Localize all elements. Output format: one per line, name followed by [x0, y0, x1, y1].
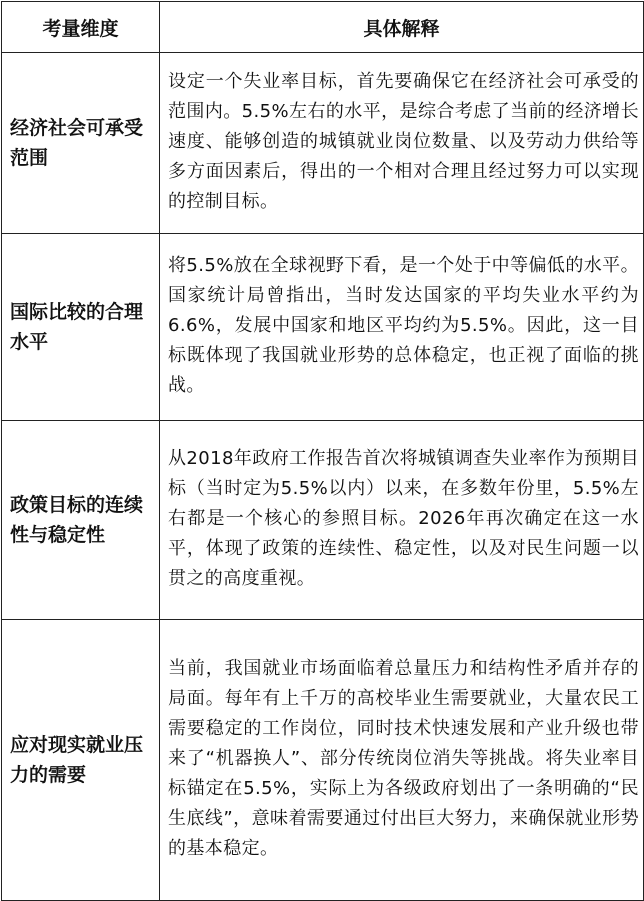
- header-dimension: 考量维度: [2, 2, 160, 53]
- table-row: [2, 421, 644, 620]
- row-dimension: 经济社会可承受范围: [2, 53, 160, 234]
- table-header-row: [2, 2, 644, 53]
- table-row: [2, 53, 644, 234]
- row-explanation: 从2018年政府工作报告首次将城镇调查失业率作为预期目标（当时定为5.5%以内）以来，在多数年份里，5.5%左右都是一个核心的参照目标。2026年再次确定在这一水平，体现了政策的连续性、稳定性，以及对民生问题一以贯之的高度重视。: [160, 421, 644, 620]
- row-explanation: 设定一个失业率目标，首先要确保它在经济社会可承受的范围内。5.5%左右的水平，是综合考虑了当前的经济增长速度、能够创造的城镇就业岗位数量、以及劳动力供给等多方面因素后，得出的一个相对合理且经过努力可以实现的控制目标。: [160, 53, 644, 234]
- table-row: [2, 620, 644, 901]
- row-dimension: 国际比较的合理水平: [2, 234, 160, 421]
- explanation-table: [1, 1, 644, 901]
- header-explanation: 具体解释: [160, 2, 644, 53]
- row-explanation: 当前，我国就业市场面临着总量压力和结构性矛盾并存的局面。每年有上千万的高校毕业生需要就业，大量农民工需要稳定的工作岗位，同时技术快速发展和产业升级也带来了“机器换人”、部分传统岗位消失等挑战。将失业率目标锚定在5.5%，实际上为各级政府划出了一条明确的“民生底线”，意味着需要通过付出巨大努力，来确保就业形势的基本稳定。: [160, 620, 644, 901]
- row-dimension: 政策目标的连续性与稳定性: [2, 421, 160, 620]
- table-row: [2, 234, 644, 421]
- row-explanation: 将5.5%放在全球视野下看，是一个处于中等偏低的水平。国家统计局曾指出，当时发达国家的平均失业水平约为6.6%，发展中国家和地区平均约为5.5%。因此，这一目标既体现了我国就业形势的总体稳定，也正视了面临的挑战。: [160, 234, 644, 421]
- row-dimension: 应对现实就业压力的需要: [2, 620, 160, 901]
